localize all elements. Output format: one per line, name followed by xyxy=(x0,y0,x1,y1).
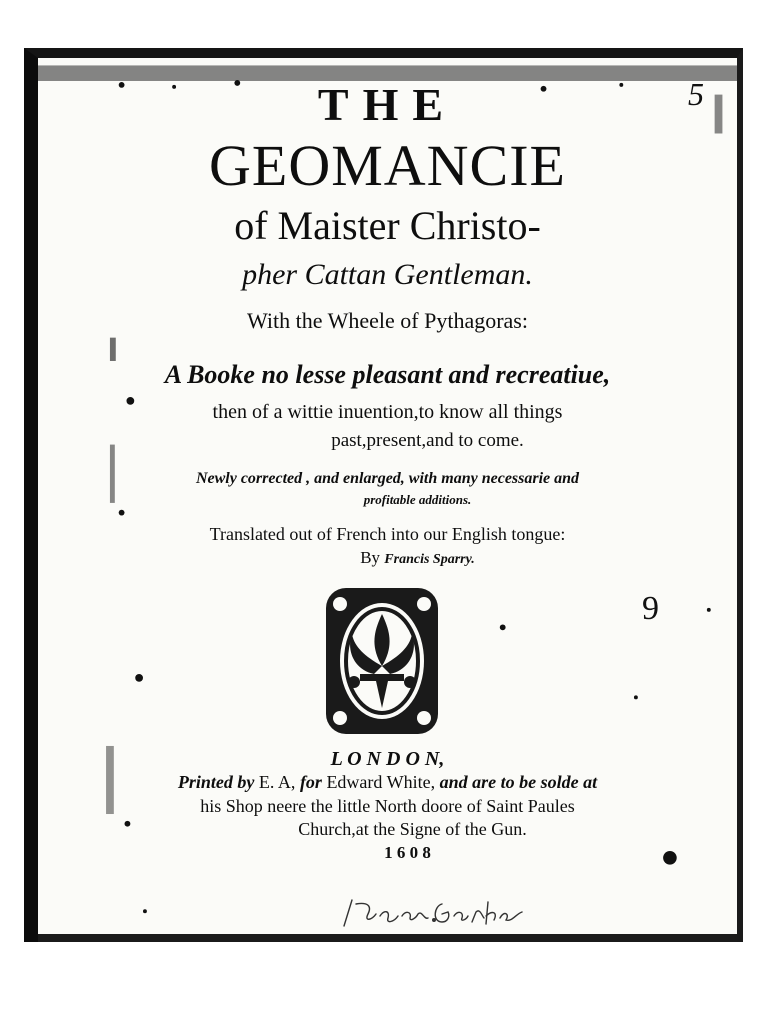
booke-line: A Booke no lesse pleasant and recreatiue, xyxy=(164,360,611,389)
invention-line: then of a wittie inuention,to know all things xyxy=(212,401,563,423)
publisher-name: Edward White, xyxy=(326,772,436,792)
handwritten-signature xyxy=(338,896,528,932)
translator-line xyxy=(38,548,737,568)
heading-geomancie: GEOMANCIE xyxy=(209,133,566,198)
page-number: 5 xyxy=(688,76,704,112)
shop-line: his Shop neere the little North doore of Saint Paules xyxy=(200,796,575,816)
bottom-edge xyxy=(38,934,737,942)
for-word: for xyxy=(299,772,322,792)
sold-text: and are to be solde at xyxy=(439,772,598,792)
fleur-de-lis-printer-device-icon xyxy=(324,586,440,736)
margin-mark: 9 xyxy=(642,590,659,627)
year-line: 1 6 0 8 xyxy=(384,843,431,862)
author-line-1: of Maister Christo- xyxy=(234,203,541,248)
past-present-line: past,present,and to come. xyxy=(331,430,524,451)
by-prefix: By xyxy=(360,548,381,567)
newly-corrected-line-2: profitable additions. xyxy=(363,492,472,507)
printed-by-line xyxy=(38,772,737,793)
title-page xyxy=(24,48,743,942)
printed-by-prefix: Printed by xyxy=(177,772,255,792)
with-wheele-line: With the Wheele of Pythagoras: xyxy=(247,308,528,333)
london-line: L O N D O N, xyxy=(330,748,445,770)
newly-corrected-line-1: Newly corrected , and enlarged, with many necessarie and xyxy=(195,470,580,487)
printer-name: E. A, xyxy=(258,772,296,792)
translated-line: Translated out of French into our English tongue: xyxy=(209,524,566,544)
author-line-2: pher Cattan Gentleman. xyxy=(242,258,533,291)
heading-the: THE xyxy=(317,79,458,130)
translator-name: Francis Sparry. xyxy=(384,552,475,567)
church-line: Church,at the Signe of the Gun. xyxy=(298,819,527,839)
